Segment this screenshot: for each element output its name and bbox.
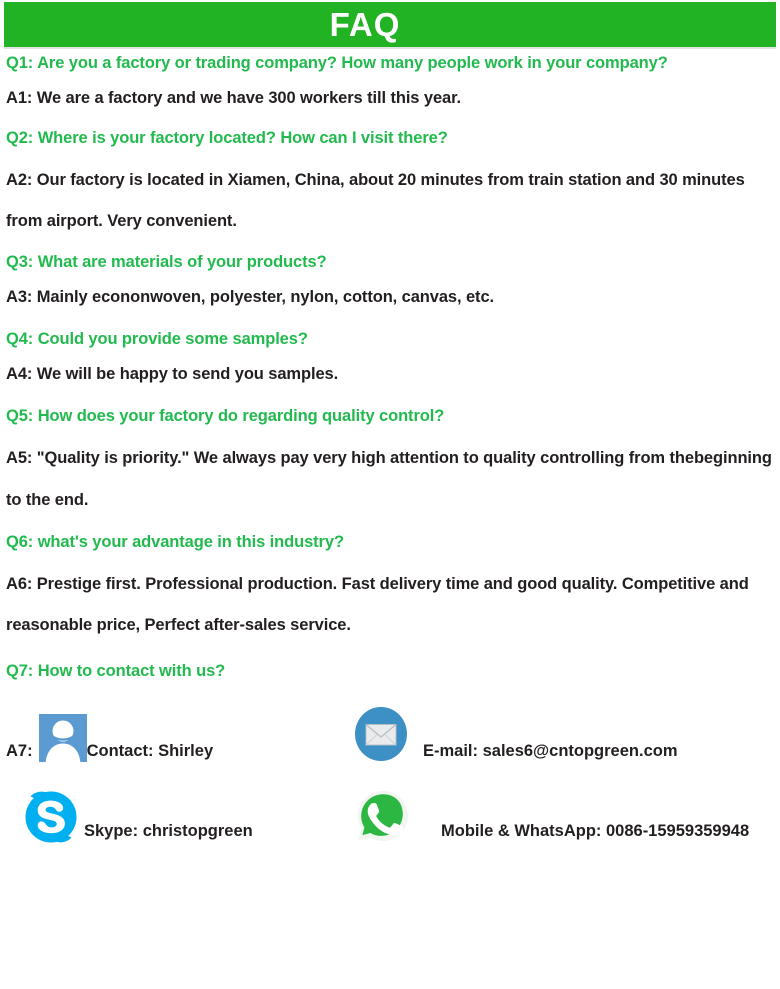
faq-question-5: Q5: How does your factory do regarding quality control? (6, 407, 445, 426)
contact-whatsapp (351, 788, 774, 842)
faq-item-1 (6, 52, 774, 111)
contact-person-label: Contact: Shirley (86, 741, 214, 760)
faq-header-banner (4, 2, 776, 49)
skype-icon (22, 788, 80, 846)
faq-answer-6: A6: Prestige first. Professional production. Fast delivery time and good quality. Competitive and reasonable price, Perfect after-sales service. (6, 574, 749, 634)
faq-question-4: Q4: Could you provide some samples? (6, 330, 308, 349)
whatsapp-icon (355, 788, 411, 844)
avatar-person-icon (39, 714, 87, 762)
contact-email-label: E-mail: sales6@cntopgreen.com (423, 741, 678, 760)
faq-item-3 (6, 251, 774, 310)
faq-question-3: Q3: What are materials of your products? (6, 252, 327, 271)
faq-item-5 (6, 405, 774, 520)
faq-question-1: Q1: Are you a factory or trading company? How many people work in your company? (6, 54, 668, 72)
faq-item-2 (6, 127, 774, 242)
page-title: FAQ (329, 6, 401, 43)
faq-question-7: Q7: How to contact with us? (6, 662, 226, 681)
faq-question-2: Q2: Where is your factory located? How can I visit there? (6, 129, 448, 148)
envelope-icon (353, 706, 409, 762)
contact-row-1 (6, 698, 774, 762)
faq-answer-4: A4: We will be happy to send you samples. (6, 364, 339, 383)
contact-skype-label: Skype: christopgreen (84, 821, 253, 840)
faq-answer-3: A3: Mainly econonwoven, polyester, nylon, cotton, canvas, etc. (6, 287, 495, 306)
faq-answer-1: A1: We are a factory and we have 300 workers till this year. (6, 88, 461, 107)
faq-answer-7-prefix: A7: (6, 741, 33, 760)
contact-person (6, 714, 351, 762)
contact-details (6, 698, 774, 842)
contact-skype (6, 788, 351, 842)
contact-whatsapp-label: Mobile & WhatsApp: 0086-15959359948 (441, 821, 750, 840)
faq-content (0, 52, 780, 842)
faq-item-6 (6, 531, 774, 646)
faq-answer-2: A2: Our factory is located in Xiamen, China, about 20 minutes from train station and 30 minutes from airport. Very convenient. (6, 171, 745, 231)
faq-answer-5: A5: "Quality is priority." We always pay very high attention to quality controlling from thebeginning to the end. (6, 449, 772, 509)
contact-email (351, 706, 774, 762)
faq-question-6: Q6: what's your advantage in this industry? (6, 532, 344, 551)
faq-item-4 (6, 328, 774, 387)
faq-item-7 (6, 660, 774, 684)
contact-row-2 (6, 778, 774, 842)
